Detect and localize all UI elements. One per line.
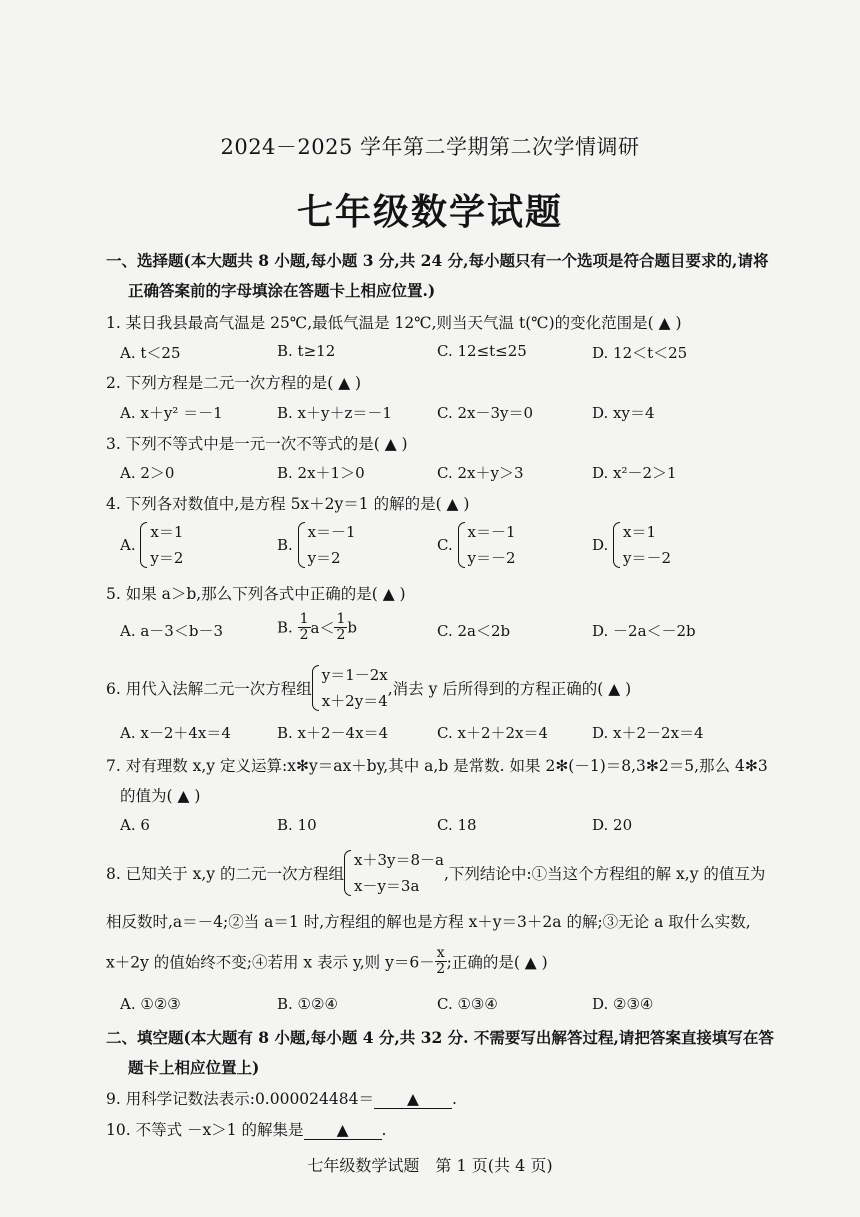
- q4-c-y: y＝－2: [467, 549, 516, 567]
- q2-option-c: C. 2x－3y＝0: [437, 404, 534, 422]
- q8-stem-before: 8. 已知关于 x,y 的二元一次方程组: [106, 865, 344, 883]
- q4-option-d-system: [613, 519, 671, 571]
- q8-frac-num: x: [436, 945, 445, 961]
- q3-option-a: A. 2＞0: [120, 464, 175, 482]
- q10-end: .: [381, 1121, 387, 1139]
- q5-option-d: D. －2a＜－2b: [592, 622, 696, 640]
- question-9: [106, 1087, 457, 1109]
- q4-option-a-label: A.: [120, 536, 136, 554]
- question-1-stem: 1. 某日我县最高气温是 25℃,最低气温是 12℃,则当天气温 t(℃)的变化范围是( ▲ ): [106, 314, 682, 332]
- q8-line3-after: ;正确的是( ▲ ): [446, 953, 548, 972]
- section1-heading: 一、选择题(本大题共 8 小题,每小题 3 分,共 24 分,每小题只有一个选项是符合题目要求的,请将: [106, 251, 769, 270]
- q4-option-b-system: [298, 519, 356, 571]
- q5-option-a: A. a－3＜b－3: [120, 622, 224, 640]
- q5-option-c: C. 2a＜2b: [437, 622, 511, 640]
- q9-end: .: [451, 1090, 457, 1108]
- q4-option-c-system: [458, 519, 516, 571]
- q4-a-x: x＝1: [150, 523, 184, 541]
- q6-eq1: y＝1－2x: [321, 666, 388, 684]
- q5-b-den-2: 2: [336, 627, 346, 643]
- q6-option-a: A. x－2＋4x＝4: [120, 724, 231, 742]
- q8-option-d: D. ②③④: [592, 995, 654, 1013]
- page-title: 七年级数学试题: [296, 191, 563, 233]
- q3-option-b: B. 2x＋1＞0: [277, 464, 365, 482]
- question-8-line3: [106, 946, 548, 977]
- q4-d-x: x＝1: [623, 523, 657, 541]
- q4-option-c: [437, 519, 516, 571]
- q8-eq2: x－y＝3a: [354, 877, 420, 895]
- q8-fraction: [435, 946, 447, 977]
- question-3-stem: 3. 下列不等式中是一元一次不等式的是( ▲ ): [106, 435, 408, 453]
- q4-option-a: [120, 519, 183, 571]
- q10-answer-blank: ▲: [304, 1121, 382, 1140]
- q4-b-y: y＝2: [307, 549, 341, 567]
- q4-a-y: y＝2: [150, 549, 184, 567]
- q7-option-a: A. 6: [120, 816, 150, 834]
- q8-option-a: A. ①②③: [120, 995, 181, 1013]
- q3-option-c: C. 2x＋y＞3: [437, 464, 524, 482]
- q8-line3-before: x＋2y 的值始终不变;④若用 x 表示 y,则 y＝6－: [106, 953, 435, 972]
- section2-heading: 二、填空题(本大题有 8 小题,每小题 4 分,共 32 分. 不需要写出解答过程,请把答案直接填写在答: [106, 1028, 774, 1047]
- q7-option-d: D. 20: [592, 816, 633, 834]
- exam-header: 2024－2025 学年第二学期第二次学情调研: [220, 135, 640, 159]
- q5-b-fraction-2: [334, 612, 347, 643]
- q6-equation-system: [312, 662, 388, 714]
- q5-b-num-2: 1: [336, 611, 346, 627]
- question-4-stem: 4. 下列各对数值中,是方程 5x＋2y＝1 的解的是( ▲ ): [106, 495, 470, 513]
- q2-option-d: D. xy＝4: [592, 404, 655, 422]
- question-5-stem: 5. 如果 a＞b,那么下列各式中正确的是( ▲ ): [106, 585, 406, 603]
- q5-b-mid: a＜: [310, 619, 335, 637]
- q8-frac-den: 2: [436, 961, 446, 977]
- q5-b-num-1: 1: [299, 611, 309, 627]
- q6-eq2: x＋2y＝4: [321, 692, 388, 710]
- q3-option-d: D. x²－2＞1: [592, 464, 677, 482]
- q4-b-x: x＝－1: [307, 523, 356, 541]
- q10-stem: 10. 不等式 －x＞1 的解集是: [106, 1121, 304, 1139]
- q8-stem-after: ,下列结论中:①当这个方程组的解 x,y 的值互为: [443, 865, 766, 883]
- q4-option-a-system: [140, 519, 183, 571]
- q9-stem: 9. 用科学记数法表示:0.000024484＝: [106, 1090, 374, 1108]
- q4-d-y: y＝－2: [623, 549, 672, 567]
- question-7-line1: 7. 对有理数 x,y 定义运算:x✻y＝ax＋by,其中 a,b 是常数. 如果 2✻(－1)＝8,3✻2＝5,那么 4✻3: [106, 757, 768, 775]
- q9-answer-blank: ▲: [374, 1090, 452, 1109]
- q4-option-b-label: B.: [277, 536, 293, 554]
- q1-option-b: B. t≥12: [277, 342, 336, 360]
- q6-stem-after: ,消去 y 后所得到的方程正确的( ▲ ): [387, 680, 632, 698]
- q6-stem-before: 6. 用代入法解二元一次方程组: [106, 680, 312, 698]
- q5-b-end: b: [347, 618, 357, 637]
- q4-option-d: [592, 519, 671, 571]
- q5-option-b-label: B.: [277, 618, 293, 637]
- q1-option-c: C. 12≤t≤25: [437, 342, 527, 360]
- question-2-stem: 2. 下列方程是二元一次方程的是( ▲ ): [106, 374, 362, 392]
- q6-option-d: D. x＋2－2x＝4: [592, 724, 704, 742]
- q4-option-d-label: D.: [592, 536, 609, 554]
- question-7-line2: 的值为( ▲ ): [120, 787, 201, 805]
- question-10: [106, 1118, 386, 1140]
- q7-option-c: C. 18: [437, 816, 477, 834]
- q5-b-den-1: 2: [299, 627, 309, 643]
- q5-option-b: [277, 612, 357, 643]
- q1-option-d: D. 12＜t＜25: [592, 344, 688, 362]
- q6-option-b: B. x＋2－4x＝4: [277, 724, 389, 742]
- q1-option-a: A. t＜25: [120, 344, 181, 362]
- q8-option-c: C. ①③④: [437, 995, 498, 1013]
- section1-heading-cont: 正确答案前的字母填涂在答题卡上相应位置.): [128, 281, 436, 300]
- question-8-line1: [106, 847, 765, 899]
- q2-option-b: B. x＋y＋z＝－1: [277, 404, 392, 422]
- q4-option-b: [277, 519, 356, 571]
- q4-c-x: x＝－1: [467, 523, 516, 541]
- question-8-line2: 相反数时,a＝－4;②当 a＝1 时,方程组的解也是方程 x＋y＝3＋2a 的解;③无论 a 取什么实数,: [106, 913, 751, 931]
- question-6-stem: [106, 662, 631, 714]
- q8-eq1: x＋3y＝8－a: [354, 851, 444, 869]
- page-footer: 七年级数学试题 第 1 页(共 4 页): [307, 1156, 553, 1175]
- q2-option-a: A. x＋y² ＝－1: [120, 404, 223, 422]
- q8-equation-system: [344, 847, 444, 899]
- section2-heading-cont: 题卡上相应位置上): [128, 1058, 260, 1077]
- q7-option-b: B. 10: [277, 816, 317, 834]
- q4-option-c-label: C.: [437, 536, 453, 554]
- q5-b-fraction-1: [298, 612, 311, 643]
- q6-option-c: C. x＋2＋2x＝4: [437, 724, 549, 742]
- q8-option-b: B. ①②④: [277, 995, 338, 1013]
